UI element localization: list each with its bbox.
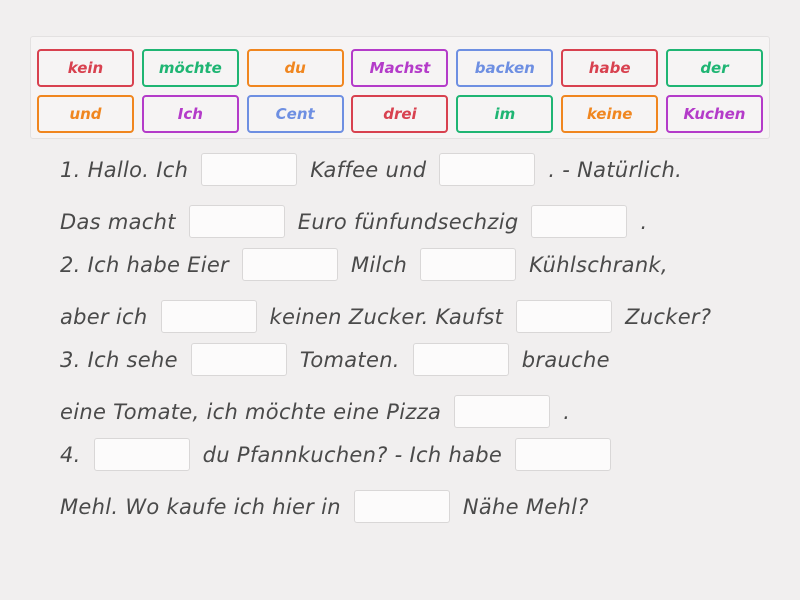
sentence-line [60,343,800,376]
sentence-text: eine Tomate, ich möchte eine Pizza [60,399,442,424]
sentence-area [60,153,800,523]
sentence-text: aber ich [60,304,148,329]
sentence-text: . [640,209,648,234]
sentence-text: Euro fünfundsechzig [297,209,519,234]
sentence-line [60,248,800,281]
word-bank-row [37,95,763,133]
answer-blank[interactable] [201,153,297,186]
sentence-text: Tomaten. [299,347,400,372]
word-tile-kein[interactable]: kein [37,49,134,87]
sentence-text: keinen Zucker. Kaufst [269,304,504,329]
answer-blank[interactable] [516,300,612,333]
sentence-line [60,395,800,428]
word-tile-keine[interactable]: keine [561,95,658,133]
sentence-line [60,490,800,523]
answer-blank[interactable] [439,153,535,186]
word-tile-der[interactable]: der [666,49,763,87]
sentence-line [60,205,800,238]
sentence-text: du Pfannkuchen? - Ich habe [202,442,503,467]
sentence-text: Zucker? [625,304,712,329]
answer-blank[interactable] [242,248,338,281]
answer-blank[interactable] [94,438,190,471]
word-tile-kuchen[interactable]: Kuchen [666,95,763,133]
sentence-line [60,153,800,186]
sentence-text: Kühlschrank, [529,252,668,277]
sentence-text: . - Natürlich. [548,157,683,182]
answer-blank[interactable] [413,343,509,376]
sentence-text: 3. Ich sehe [60,347,178,372]
sentence-text: brauche [521,347,610,372]
word-tile-cent[interactable]: Cent [247,95,344,133]
word-tile-backen[interactable]: backen [456,49,553,87]
word-tile-im[interactable]: im [456,95,553,133]
sentence-text: Milch [351,252,408,277]
answer-blank[interactable] [420,248,516,281]
answer-blank[interactable] [515,438,611,471]
answer-blank[interactable] [189,205,285,238]
sentence-text: Kaffee und [310,157,427,182]
sentence-line [60,438,800,471]
answer-blank[interactable] [354,490,450,523]
word-tile-ich[interactable]: Ich [142,95,239,133]
word-bank [30,36,770,139]
word-tile-möchte[interactable]: möchte [142,49,239,87]
sentence-text: 2. Ich habe Eier [60,252,229,277]
sentence-text: 1. Hallo. Ich [60,157,189,182]
word-tile-habe[interactable]: habe [561,49,658,87]
answer-blank[interactable] [191,343,287,376]
word-tile-drei[interactable]: drei [351,95,448,133]
sentence-text: . [563,399,571,424]
sentence-text: Nähe Mehl? [462,494,589,519]
word-tile-du[interactable]: du [247,49,344,87]
answer-blank[interactable] [454,395,550,428]
sentence-text: Das macht [60,209,176,234]
word-bank-row [37,49,763,87]
sentence-text: Mehl. Wo kaufe ich hier in [60,494,341,519]
word-tile-und[interactable]: und [37,95,134,133]
sentence-line [60,300,800,333]
answer-blank[interactable] [531,205,627,238]
sentence-text: 4. [60,442,81,467]
answer-blank[interactable] [161,300,257,333]
word-tile-machst[interactable]: Machst [351,49,448,87]
